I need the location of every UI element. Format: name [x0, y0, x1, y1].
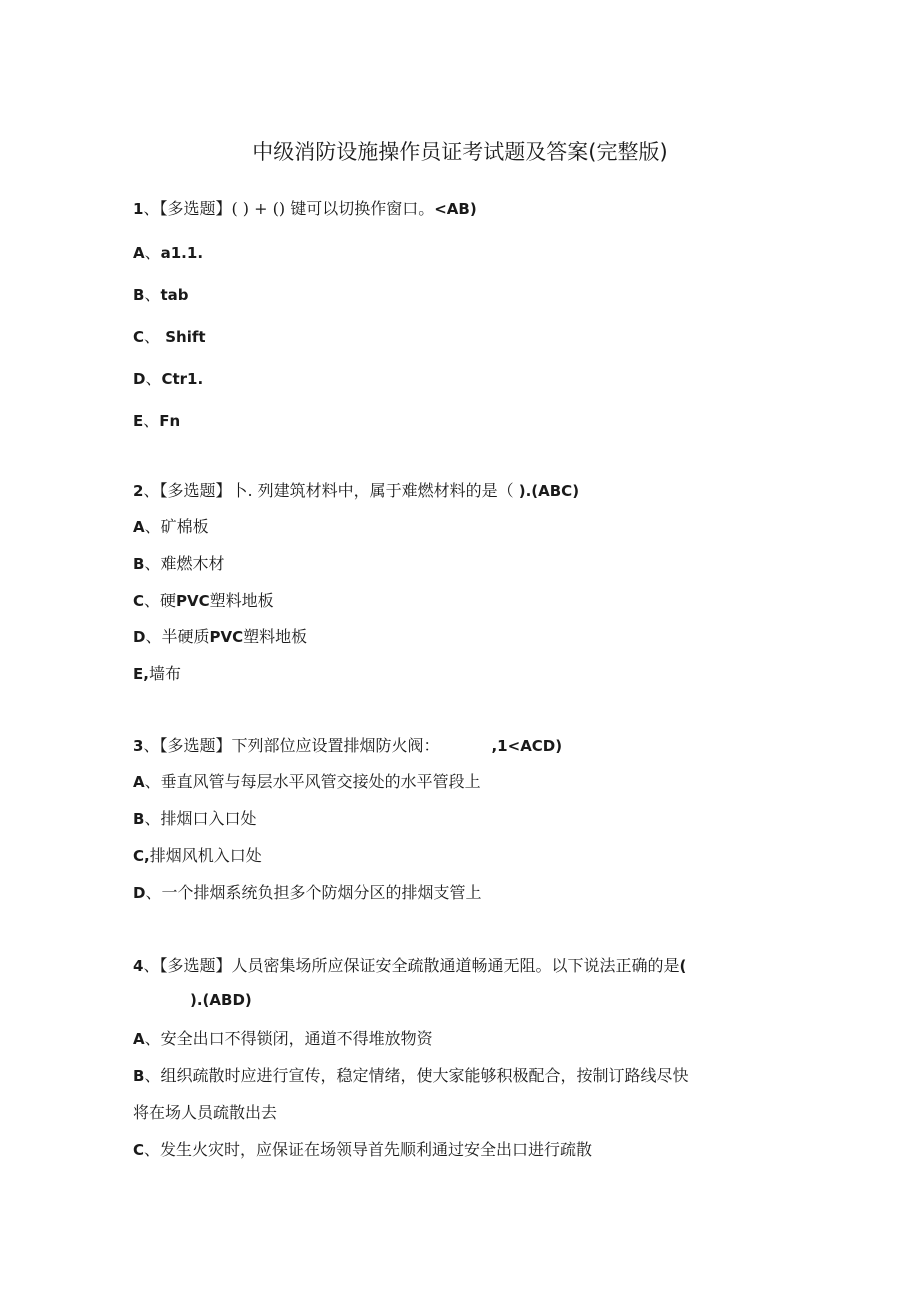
question-3-stem: 3、【多选题】下列部位应设置排烟防火阀： ,1<ACD) — [133, 736, 563, 755]
question-2-stem: 2、【多选题】卜. 列建筑材料中，属于难燃材料的是（ ).(ABC) — [133, 481, 580, 500]
option-c: C、 Shift — [133, 327, 206, 346]
option-a: A、安全出口不得锁闭，通道不得堆放物资 — [133, 1029, 433, 1048]
option-d: D、半硬质PVC塑料地板 — [133, 627, 308, 646]
question-1-stem: 1、【多选题】( ) + () 键可以切换作窗口。<AB) — [133, 199, 477, 218]
question-number: 1 — [133, 200, 144, 218]
question-number: 2 — [133, 482, 144, 500]
answer-key: ,1<ACD) — [491, 737, 563, 755]
option-e: E,墙布 — [133, 664, 181, 683]
question-number: 3 — [133, 737, 144, 755]
question-4-stem: 4、【多选题】人员密集场所应保证安全疏散通道畅通无阻。以下说法正确的是( — [133, 956, 687, 975]
answer-key: ).(ABC) — [518, 482, 580, 500]
document-title: 中级消防设施操作员证考试题及答案(完整版) — [252, 140, 668, 164]
question-4-answer — [190, 990, 252, 1009]
option-d: D、Ctr1. — [133, 369, 204, 388]
question-type: 【多选题】 — [159, 199, 232, 218]
question-type: 【多选题】 — [159, 736, 232, 755]
option-a: A、垂直风管与每层水平风管交接处的水平管段上 — [133, 772, 481, 791]
option-c: C、硬PVC塑料地板 — [133, 591, 274, 610]
option-b: B、排烟口入口处 — [133, 809, 257, 828]
option-b: B、难燃木材 — [133, 554, 225, 573]
answer-key: <AB) — [434, 200, 477, 218]
question-type: 【多选题】 — [159, 481, 232, 500]
option-a: A、矿棉板 — [133, 517, 209, 536]
option-a: A、a1.1. — [133, 243, 204, 262]
option-c: C,排烟风机入口处 — [133, 846, 262, 865]
answer-key: ).(ABD) — [190, 991, 252, 1009]
question-number: 4 — [133, 957, 144, 975]
option-b: B、tab — [133, 285, 189, 304]
option-c: C、发生火灾时，应保证在场领导首先顺利通过安全出口进行疏散 — [133, 1140, 593, 1159]
option-d: D、一个排烟系统负担多个防烟分区的排烟支管上 — [133, 883, 482, 902]
option-b: B、组织疏散时应进行宣传，稳定情绪，使大家能够积极配合，按制订路线尽快 — [133, 1066, 689, 1085]
option-b-continued: 将在场人员疏散出去 — [133, 1103, 278, 1122]
option-e: E、Fn — [133, 411, 181, 430]
question-type: 【多选题】 — [159, 956, 232, 975]
